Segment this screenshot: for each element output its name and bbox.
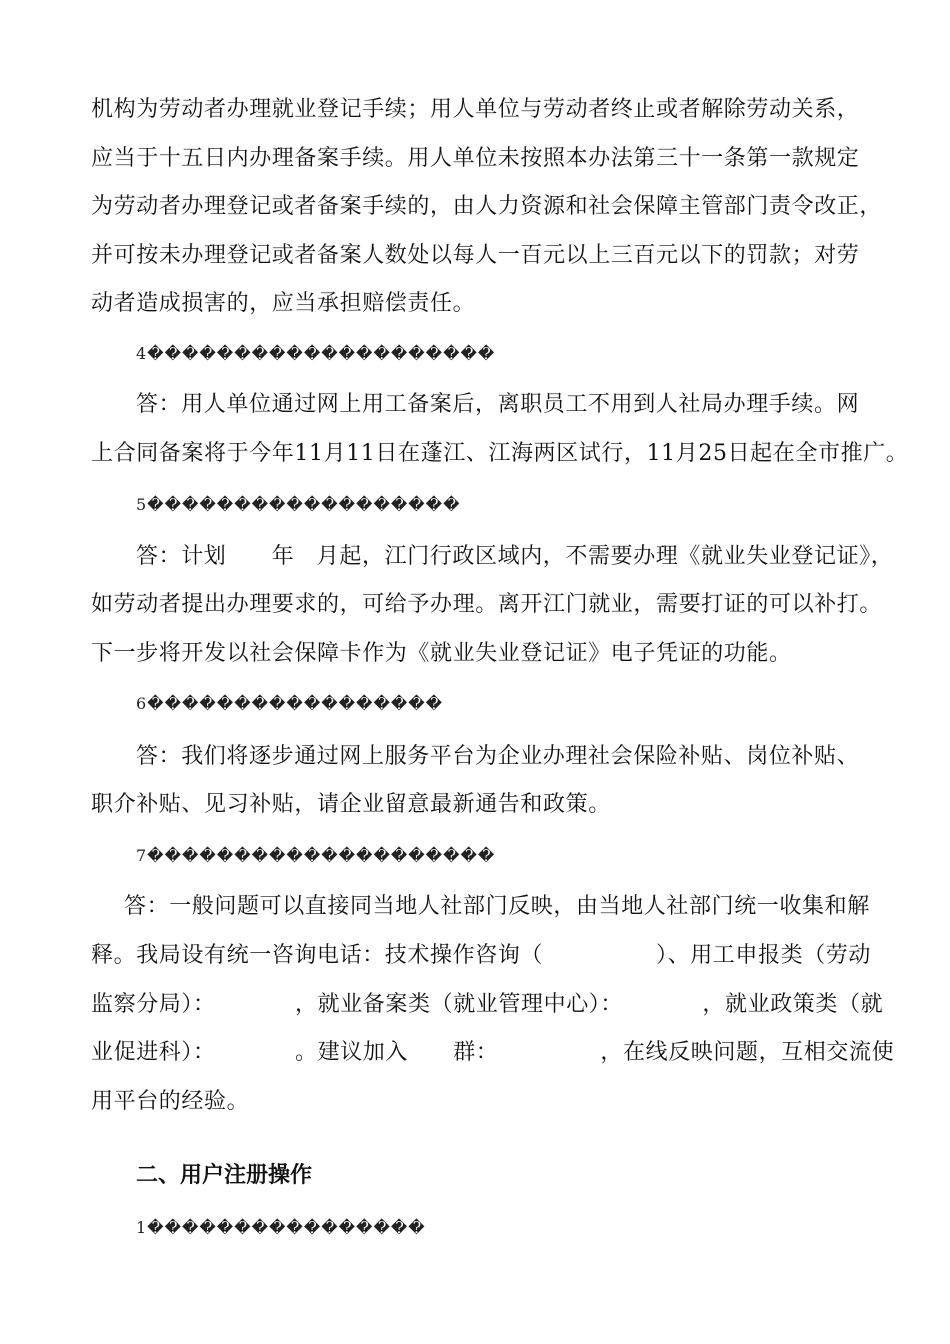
question-4: 4�������������������� [136,344,496,363]
answer-4-line: 上合同备案将于今年11月11日在蓬江、江海两区试行，11月25日起在全市推广。 [91,441,909,466]
paragraph-line: 并可按未办理登记或者备案人数处以每人一百元以上三百元以下的罚款；对劳 [91,243,860,268]
answer-6-line: 答：我们将逐步通过网上服务平台为企业办理社会保险补贴、岗位补贴、 [136,744,860,769]
answer-5-line: 下一步将开发以社会保障卡作为《就业失业登记证》电子凭证的功能。 [91,641,792,666]
answer-7-line: 业促进科）： 。建议加入 群： ，在线反映问题，互相交流使 [91,1040,895,1065]
paragraph-line: 应当于十五日内办理备案手续。用人单位未按照本办法第三十一条第一款规定 [91,146,860,171]
answer-4-line: 答：用人单位通过网上用工备案后，离职员工不用到人社局办理手续。网 [136,392,860,417]
question-6: 6����������������� [136,694,444,713]
paragraph-line: 动者造成损害的，应当承担赔偿责任。 [91,291,476,316]
answer-7-line: 用平台的经验。 [91,1089,250,1114]
answer-5-line: 答：计划 年 月起，江门行政区域内，不需要办理《就业失业登记证》， [136,544,894,569]
section-heading: 二、用户注册操作 [136,1163,313,1188]
question-7: 7�������������������� [136,846,496,865]
paragraph-line: 机构为劳动者办理就业登记手续；用人单位与劳动者终止或者解除劳动关系， [91,97,860,122]
paragraph-line: 为劳动者办理登记或者备案手续的，由人力资源和社会保障主管部门责令改正， [91,194,883,219]
answer-7-line: 释。我局设有统一咨询电话：技术操作咨询（ ）、用工申报类（劳动 [91,943,872,968]
question-5: 5������������������ [136,495,461,514]
question-s2-1: 1���������������� [136,1218,426,1237]
answer-7-line: 答：一般问题可以直接同当地人社部门反映，由当地人社部门统一收集和解 [124,894,870,919]
answer-7-line: 监察分局）： ，就业备案类（就业管理中心）： ，就业政策类（就 [91,992,884,1017]
answer-5-line: 如劳动者提出办理要求的，可给予办理。离开江门就业，需要打证的可以补打。 [91,592,883,617]
answer-6-line: 职介补贴、见习补贴，请企业留意最新通告和政策。 [91,792,611,817]
